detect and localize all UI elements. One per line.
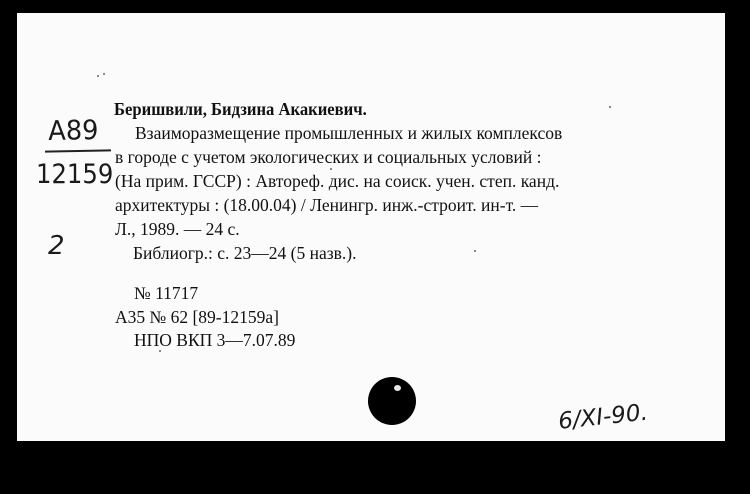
paper-speck (103, 73, 105, 75)
shelfmark-top: А89 (48, 115, 99, 147)
paper-speck (609, 106, 611, 108)
description-line-1: Взаиморазмещение промышленных и жилых комплексов (135, 123, 563, 143)
catalog-card (17, 13, 725, 441)
shelfmark-bottom: 12159 (36, 159, 114, 190)
punch-hole (368, 377, 416, 425)
accession-number: А35 № 62 [89-12159а] (115, 307, 279, 327)
author-heading: Беришвили, Бидзина Акакиевич. (114, 99, 367, 119)
shelfmark-divider (45, 149, 111, 152)
description-line-3: (На прим. ГССР) : Автореф. дис. на соиск. учен. степ. канд. (115, 171, 560, 191)
description-line-5: Л., 1989. — 24 с. (115, 219, 240, 239)
paper-speck (474, 250, 476, 252)
paper-speck (330, 168, 332, 170)
description-line-4: архитектуры : (18.00.04) / Ленингр. инж.-строит. ин-т. — (115, 195, 539, 215)
bibliography-note: Библиогр.: с. 23—24 (5 назв.). (133, 243, 357, 263)
handwritten-date: 6/XI-90. (557, 399, 650, 435)
paper-speck (97, 75, 99, 77)
npo-vkp-code: НПО ВКП 3—7.07.89 (134, 330, 296, 350)
paper-speck (159, 350, 161, 352)
description-line-2: в городе с учетом экологических и социальных условий : (115, 147, 542, 167)
handwritten-note: 2 (48, 231, 65, 261)
inventory-number: № 11717 (134, 283, 199, 303)
